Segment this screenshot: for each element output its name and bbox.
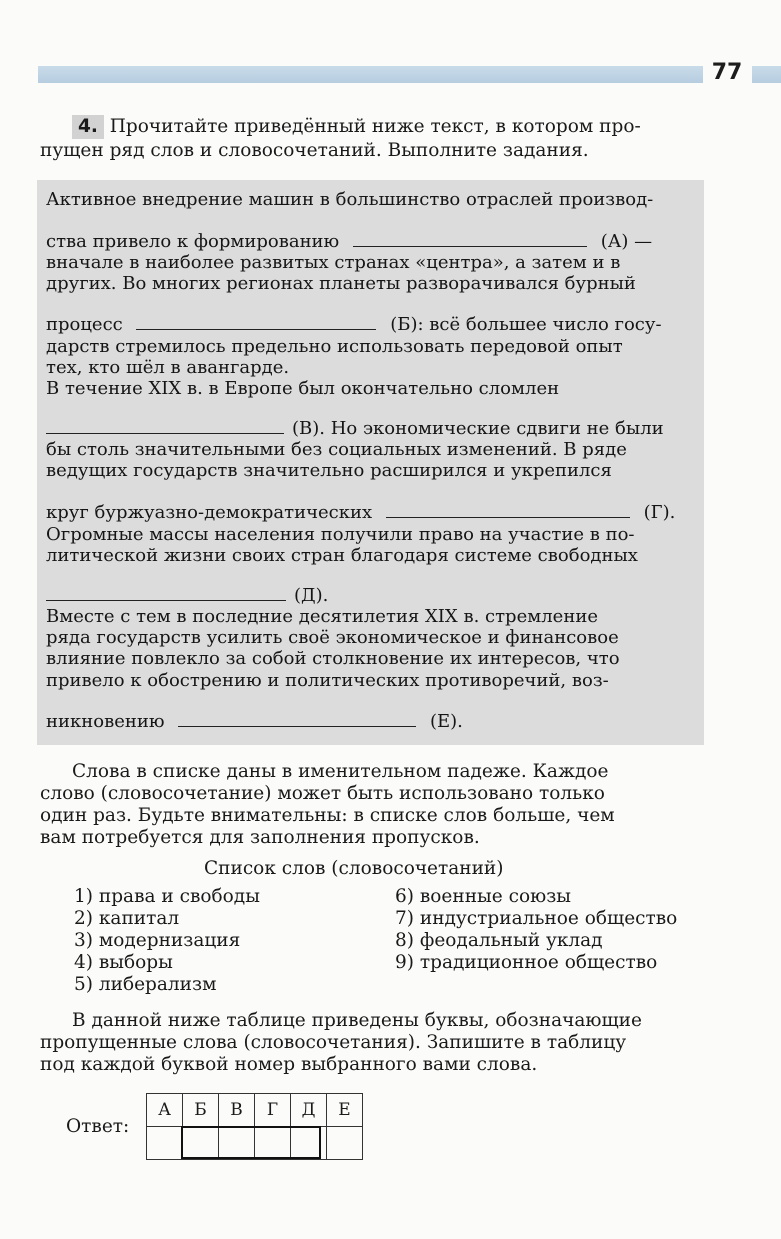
text-line: Активное внедрение машин в большинство отраслей производ- [46, 189, 654, 210]
text-line: Вместе с тем в последние десятилетия XIX в. стремление [46, 606, 598, 627]
answer-letter: Г [255, 1094, 291, 1127]
text-segment: (А) — [600, 231, 653, 252]
blank-v [46, 419, 284, 434]
answer-cell-a[interactable] [147, 1127, 183, 1160]
text-segment: никновению [46, 711, 165, 732]
instruction-line: Слова в списке даны в именительном падеже. Каждое [72, 761, 609, 782]
text-line: привело к обострению и политических противоречий, воз- [46, 670, 609, 691]
word-list-item: 8) феодальный уклад [395, 930, 603, 951]
word-list-item: 2) капитал [74, 908, 180, 929]
text-line: других. Во многих регионах планеты разворачивался бурный [46, 273, 636, 294]
table-instruction-line: под каждой буквой номер выбранного вами слова. [40, 1054, 538, 1075]
blank-b [136, 315, 376, 330]
text-line: литической жизни своих стран благодаря системе свободных [46, 545, 638, 566]
instruction-line: слово (словосочетание) может быть использовано только [40, 783, 605, 804]
text-segment: круг буржуазно-демократических [46, 502, 373, 523]
table-instruction-line: пропущенные слова (словосочетания). Запишите в таблицу [40, 1032, 627, 1053]
answer-letter: А [147, 1094, 183, 1127]
text-line [46, 502, 694, 524]
blank-d [46, 586, 286, 601]
text-segment: ства привело к формированию [46, 231, 340, 252]
word-list-item: 6) военные союзы [395, 886, 572, 907]
word-list-item: 9) традиционное общество [395, 952, 658, 973]
text-line [46, 418, 694, 440]
word-list-title: Список слов (словосочетаний) [204, 858, 504, 879]
page-number: 77 [711, 60, 743, 85]
text-line: В течение XIX в. в Европе был окончательно сломлен [46, 378, 560, 399]
answer-letter-row [147, 1094, 363, 1127]
answer-letter: Е [327, 1094, 363, 1127]
word-list-item: 7) индустриальное общество [395, 908, 678, 929]
blank-g [386, 503, 630, 518]
text-line [46, 585, 694, 607]
task-heading [40, 115, 700, 163]
word-list-item: 4) выборы [74, 952, 173, 973]
text-segment: процесс [46, 314, 123, 335]
text-line: тех, кто шёл в авангарде. [46, 357, 290, 378]
text-line [46, 231, 694, 253]
header-band-right [752, 66, 781, 83]
task-number: 4. [72, 115, 104, 139]
task-line-2: пущен ряд слов и словосочетаний. Выполните задания. [40, 140, 589, 161]
answer-cell-e[interactable] [327, 1127, 363, 1160]
text-line: бы столь значительными без социальных изменений. В ряде [46, 439, 627, 460]
text-segment: (Г). [643, 502, 676, 523]
text-segment: (Б): всё большее число госу- [390, 314, 662, 335]
table-instruction-line: В данной ниже таблице приведены буквы, обозначающие [72, 1010, 642, 1031]
blank-a [353, 232, 587, 247]
header-band [38, 66, 703, 83]
word-list-item: 3) модернизация [74, 930, 241, 951]
answer-highlight-frame [181, 1126, 321, 1159]
task-line-1: Прочитайте приведённый ниже текст, в котором про- [109, 116, 641, 137]
text-line: ведущих государств значительно расширился и укрепился [46, 460, 612, 481]
text-line [46, 314, 694, 336]
word-list-item: 5) либерализм [74, 974, 217, 995]
text-segment: (В). Но экономические сдвиги не были [292, 418, 664, 439]
instruction-line: вам потребуется для заполнения пропусков. [40, 827, 480, 848]
text-line [46, 711, 694, 733]
answer-letter: Д [291, 1094, 327, 1127]
answer-label: Ответ: [66, 1116, 130, 1137]
text-line: вначале в наиболее развитых странах «центра», а затем и в [46, 252, 621, 273]
blank-e [178, 712, 416, 727]
answer-letter: В [219, 1094, 255, 1127]
text-line: ряда государств усилить своё экономическое и финансовое [46, 627, 619, 648]
text-line: влияние повлекло за собой столкновение их интересов, что [46, 648, 620, 669]
answer-letter: Б [183, 1094, 219, 1127]
text-segment: (Е). [430, 711, 463, 732]
text-line: дарств стремилось предельно использовать передовой опыт [46, 336, 623, 357]
instruction-line: один раз. Будьте внимательны: в списке слов больше, чем [40, 805, 615, 826]
text-segment: (Д). [294, 585, 329, 606]
word-list-item: 1) права и свободы [74, 886, 260, 907]
text-line: Огромные массы населения получили право на участие в по- [46, 524, 635, 545]
